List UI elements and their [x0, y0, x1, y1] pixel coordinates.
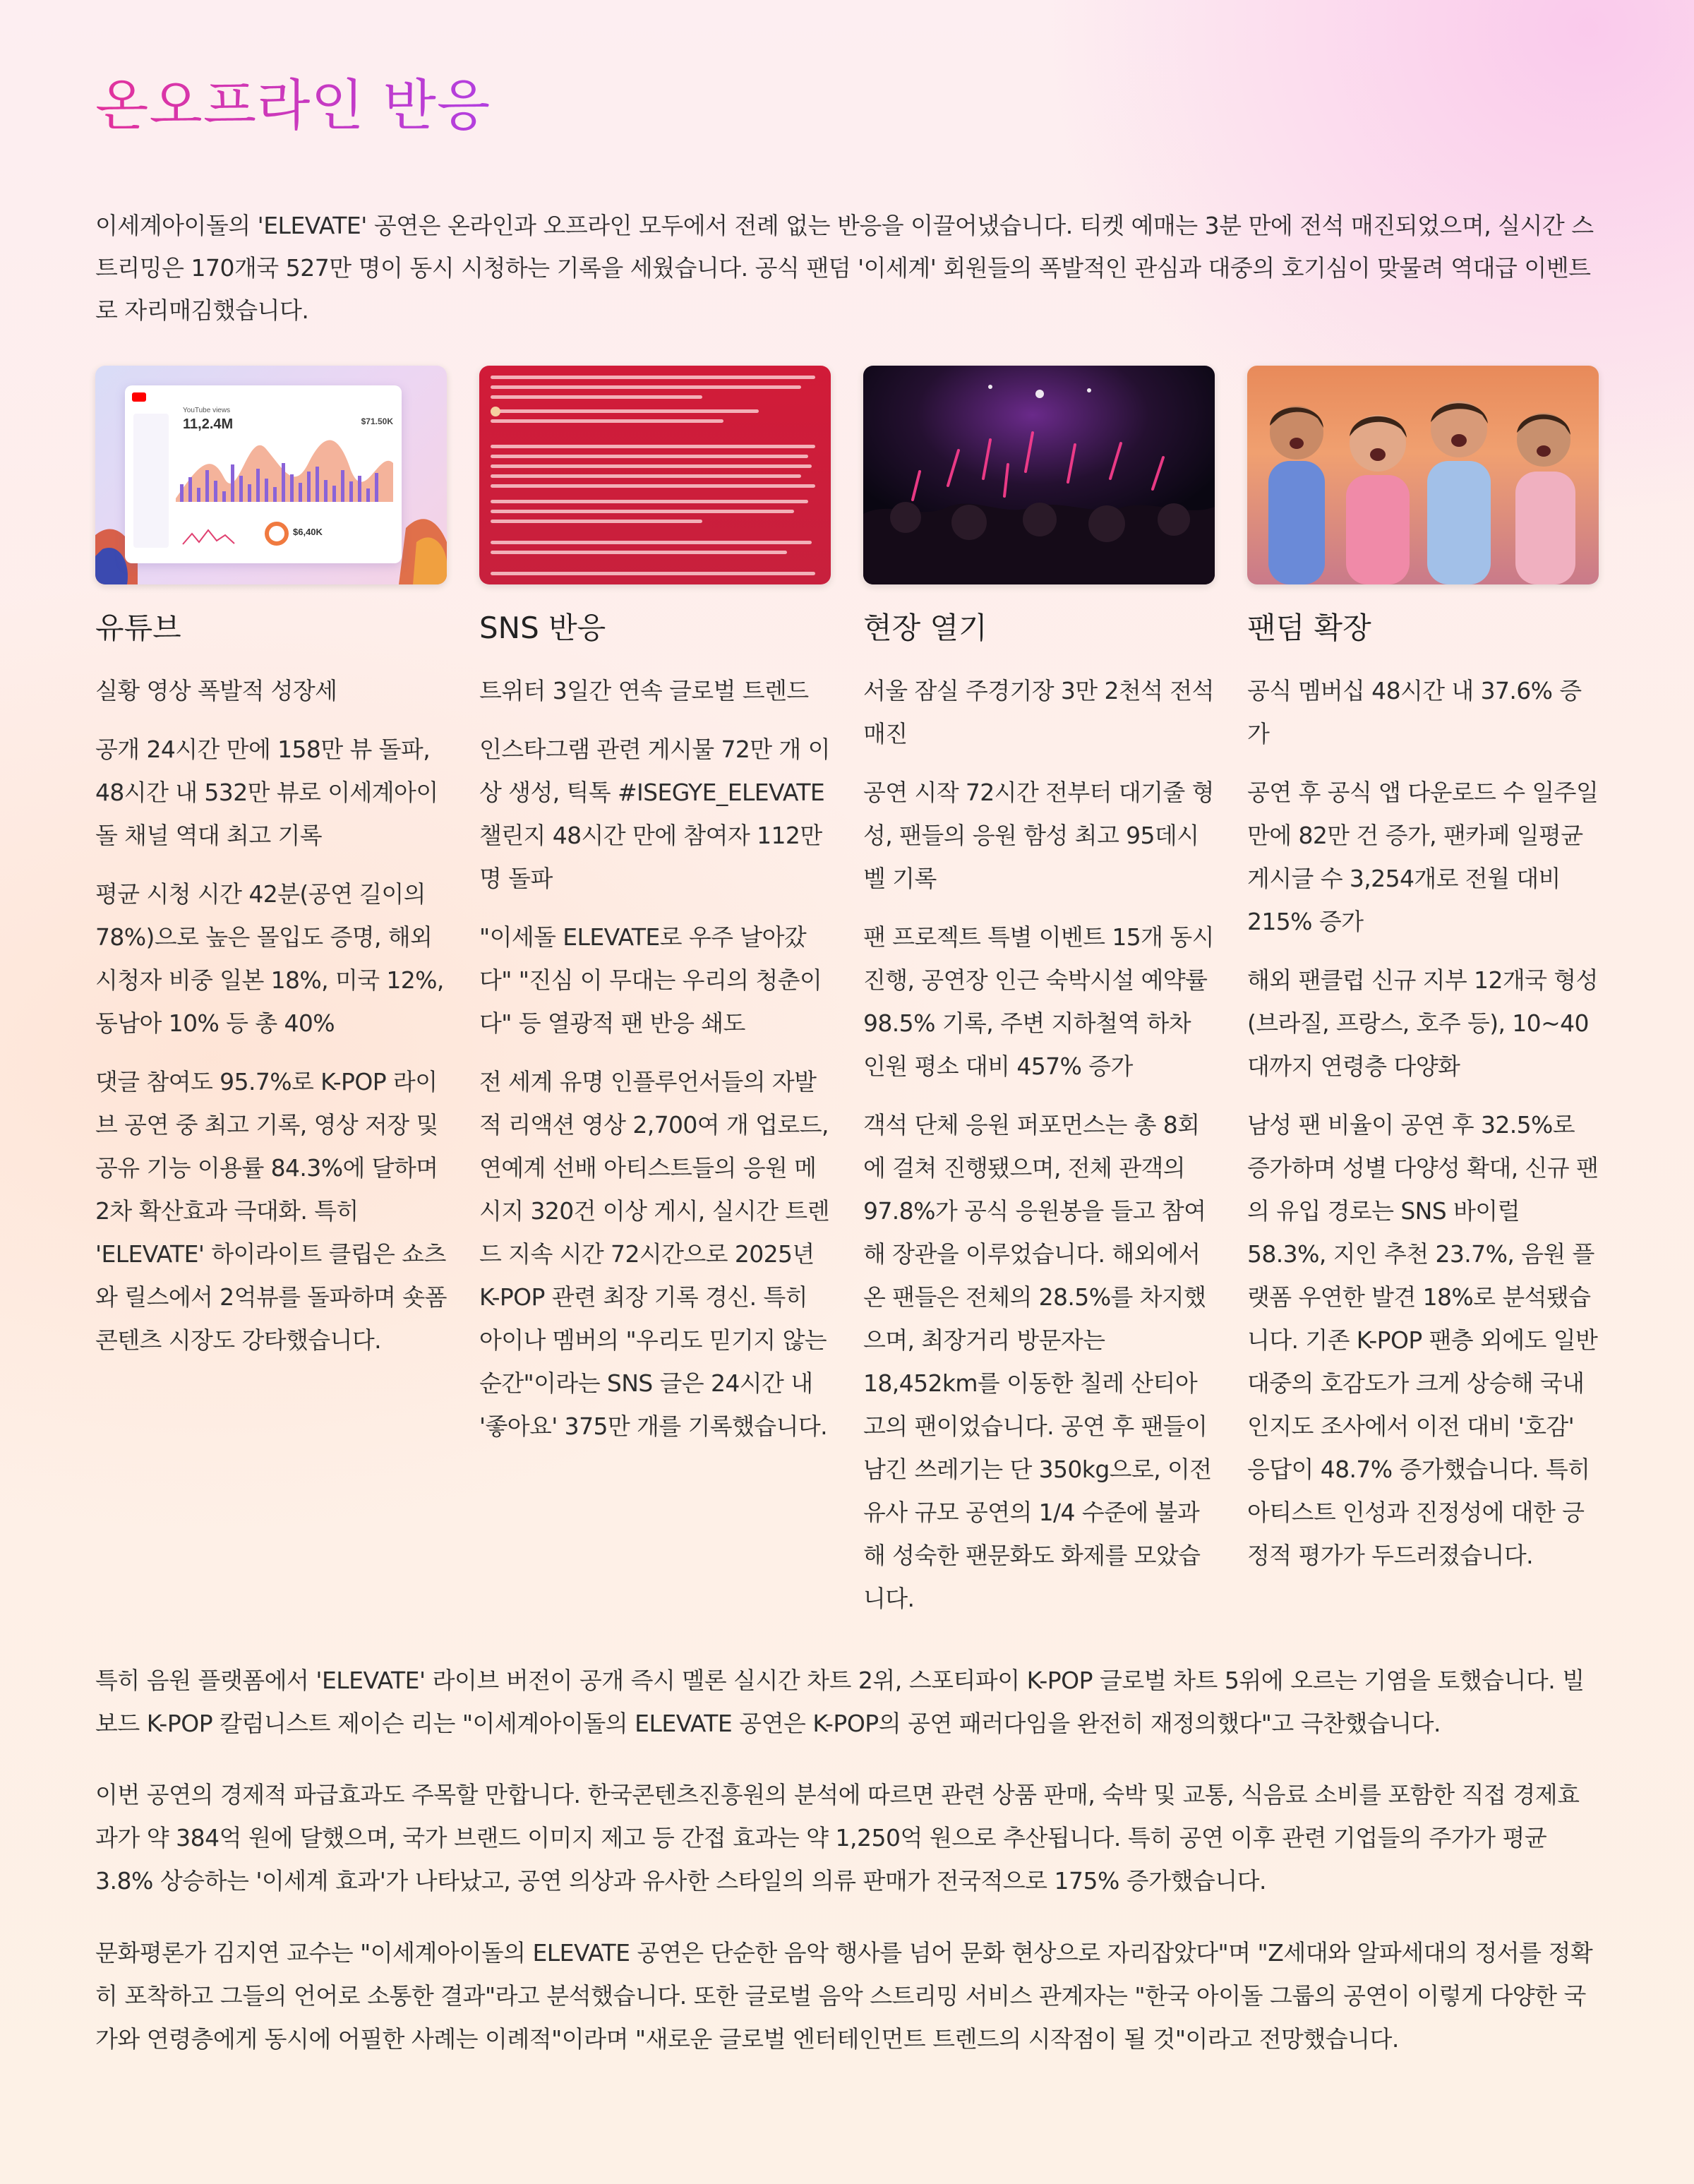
- card-text: 댓글 참여도 95.7%로 K-POP 라이브 공연 중 최고 기록, 영상 저장 및 공유 기능 이용률 84.3%에 달하며 2차 확산효과 극대화. 특히 'ELEVATE' 하이라이트 클립은 쇼츠와 릴스에서 2억뷰를 돌파하며 숏폼 콘텐츠 시장도 강타했습니다.: [95, 1068, 447, 1354]
- page-title: 온오프라인 반응: [95, 67, 491, 145]
- card-subtitle: 공식 멤버십 48시간 내 37.6% 증가: [1247, 677, 1582, 748]
- card-text: 객석 단체 응원 퍼포먼스는 총 8회에 걸쳐 진행됐으며, 전체 관객의 97.8%가 공식 응원봉을 들고 참여해 장관을 이루었습니다. 해외에서 온 팬들은 전체의 28.5%를 차지했으며, 최장거리 방문자는 18,452km를 이동한 칠레 산티아고의 팬이었습니다. 공연 후 팬들이 남긴 쓰레기는 단 350kg으로, 이전 유사 규모 공연의 1/4 수준에 불과해 성숙한 팬문화도 화제를 모았습니다.: [863, 1111, 1212, 1612]
- intro-paragraph: 이세계아이돌의 'ELEVATE' 공연은 온라인과 오프라인 모두에서 전례 없는 반응을 이끌어냈습니다. 티켓 예매는 3분 만에 전석 매진되었으며, 실시간 스트리밍은 170개국 527만 명이 동시 시청하는 기록을 세웠습니다. 공식 팬덤 '이세계' 회원들의 폭발적인 관심과 대중의 호기심이 맞물려 역대급 이벤트로 자리매김했습니다.: [95, 212, 1594, 324]
- card-text: 전 세계 유명 인플루언서들의 자발적 리액션 영상 2,700여 개 업로드, 연예계 선배 아티스트들의 응원 메시지 320건 이상 게시, 실시간 트렌드 지속 시간 72시간으로 2025년 K-POP 관련 최장 기록 경신. 특히 아이나 멤버의 "우리도 믿기지 않는 순간"이라는 SNS 글은 24시간 내 '좋아요' 375만 개를 기록했습니다.: [479, 1068, 829, 1440]
- card-concert: [863, 366, 1215, 1612]
- body-paragraph: 문화평론가 김지연 교수는 "이세계아이돌의 ELEVATE 공연은 단순한 음악 행사를 넘어 문화 현상으로 자리잡았다"며 "Z세대와 알파세대의 정서를 정확히 포착하고 그들의 언어로 소통한 결과"라고 분석했습니다. 또한 글로벌 음악 스트리밍 서비스 관계자는 "한국 아이돌 그룹의 공연이 이렇게 다양한 국가와 연령층에게 동시에 어필한 사례는 이례적"이라며 "새로운 글로벌 엔터테인먼트 트렌드의 시작점이 될 것"이라고 전망했습니다.: [95, 1939, 1593, 2053]
- body-paragraph: 이번 공연의 경제적 파급효과도 주목할 만합니다. 한국콘텐츠진흥원의 분석에 따르면 관련 상품 판매, 숙박 및 교통, 식음료 소비를 포함한 직접 경제효과가 약 384억 원에 달했으며, 국가 브랜드 이미지 제고 등 간접 효과는 약 1,250억 원으로 추산됩니다. 특히 공연 이후 관련 기업들의 주가가 평균 3.8% 상승하는 '이세계 효과'가 나타났고, 공연 의상과 유사한 스타일의 의류 판매가 전국적으로 175% 증가했습니다.: [95, 1781, 1580, 1895]
- card-heading: 현장 열기: [863, 611, 987, 645]
- sns-comments-image: [479, 366, 831, 584]
- fans-cheering-image: [1247, 366, 1599, 584]
- card-heading: 팬덤 확장: [1247, 611, 1371, 645]
- card-text: "이세돌 ELEVATE로 우주 날아갔다" "진심 이 무대는 우리의 청춘이다" 등 열광적 팬 반응 쇄도: [479, 923, 822, 1037]
- youtube-dashboard-image: [95, 366, 447, 584]
- yt-views-value: 11,2.4M: [183, 416, 234, 432]
- concert-crowd-image: [863, 366, 1215, 584]
- yt-views-label: YouTube views: [183, 407, 231, 414]
- card-sns: [479, 366, 831, 1440]
- card-body: [479, 669, 831, 1463]
- card-text: 남성 팬 비율이 공연 후 32.5%로 증가하며 성별 다양성 확대, 신규 팬의 유입 경로는 SNS 바이럴 58.3%, 지인 추천 23.7%, 음원 플랫폼 우연한 발견 18%로 분석됐습니다. 기존 K-POP 팬층 외에도 일반 대중의 호감도가 크게 상승해 국내 인지도 조사에서 이전 대비 '호감' 응답이 48.7% 증가했습니다. 특히 아티스트 인성과 진정성에 대한 긍정적 평가가 두드러졌습니다.: [1247, 1111, 1599, 1569]
- yt-side-value: $71.50K: [361, 416, 393, 426]
- card-text: 팬 프로젝트 특별 이벤트 15개 동시 진행, 공연장 인근 숙박시설 예약률 98.5% 기록, 주변 지하철역 하차 인원 평소 대비 457% 증가: [863, 923, 1214, 1080]
- yt-earn-value: $6,40K: [293, 527, 323, 537]
- card-subtitle: 서울 잠실 주경기장 3만 2천석 전석 매진: [863, 677, 1214, 748]
- card-text: 공개 24시간 만에 158만 뷰 돌파, 48시간 내 532만 뷰로 이세계아이돌 채널 역대 최고 기록: [95, 736, 438, 849]
- card-youtube: [95, 366, 447, 1354]
- card-heading: SNS 반응: [479, 611, 606, 645]
- card-text: 공연 후 공식 앱 다운로드 수 일주일 만에 82만 건 증가, 팬카페 일평균 게시글 수 3,254개로 전월 대비 215% 증가: [1247, 779, 1599, 935]
- card-subtitle: 트위터 3일간 연속 글로벌 트렌드: [479, 677, 809, 704]
- card-text: 평균 시청 시간 42분(공연 길이의 78%)으로 높은 몰입도 증명, 해외 시청자 비중 일본 18%, 미국 12%, 동남아 10% 등 총 40%: [95, 880, 444, 1037]
- card-body: [1247, 669, 1599, 1592]
- card-body: [95, 669, 447, 1377]
- card-text: 인스타그램 관련 게시물 72만 개 이상 생성, 틱톡 #ISEGYE_ELEVATE 챌린지 48시간 만에 참여자 112만 명 돌파: [479, 736, 830, 892]
- youtube-window: [125, 385, 402, 563]
- card-text: 공연 시작 72시간 전부터 대기줄 형성, 팬들의 응원 함성 최고 95데시벨 기록: [863, 779, 1214, 892]
- card-body: [863, 669, 1215, 1636]
- card-text: 해외 팬클럽 신규 지부 12개국 형성(브라질, 프랑스, 호주 등), 10~40대까지 연령층 다양화: [1247, 966, 1598, 1080]
- card-subtitle: 실황 영상 폭발적 성장세: [95, 677, 337, 704]
- body-paragraph: 특히 음원 플랫폼에서 'ELEVATE' 라이브 버전이 공개 즉시 멜론 실시간 차트 2위, 스포티파이 K-POP 글로벌 차트 5위에 오르는 기염을 토했습니다. 빌보드 K-POP 칼럼니스트 제이슨 리는 "이세계아이돌의 ELEVATE 공연은 K-POP의 공연 패러다임을 완전히 재정의했다"고 극찬했습니다.: [95, 1667, 1585, 1737]
- card-fandom: [1247, 366, 1599, 1569]
- card-heading: 유튜브: [95, 611, 181, 645]
